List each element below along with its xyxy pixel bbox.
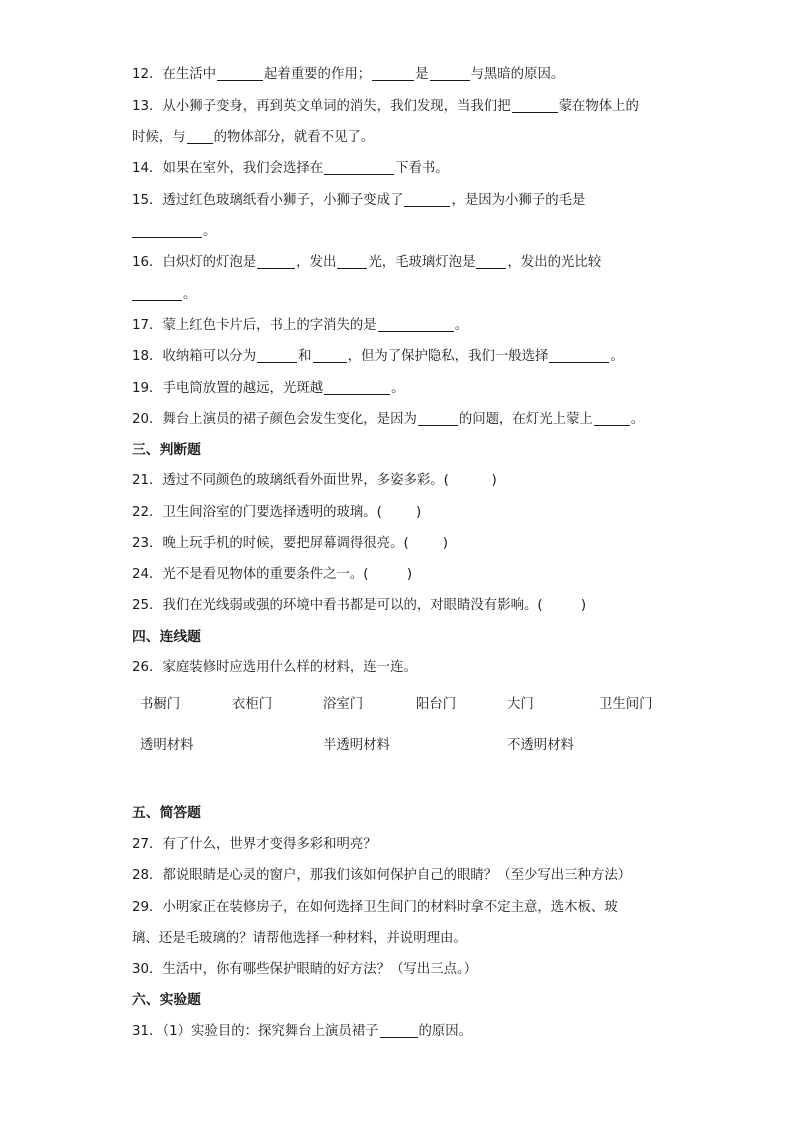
answer-paren[interactable] bbox=[543, 597, 581, 615]
question-number: 18． bbox=[132, 349, 163, 364]
question-21: 21．透过不同颜色的玻璃纸看外面世界，多姿多彩。( ) bbox=[132, 473, 497, 488]
question-number: 31． bbox=[132, 1024, 163, 1039]
question-12: 12．在生活中 起着重要的作用； 是 与黑暗的原因。 bbox=[132, 67, 565, 82]
question-23: 23．晚上玩手机的时候，要把屏幕调得很亮。( ) bbox=[132, 536, 448, 551]
answer-paren[interactable] bbox=[409, 535, 443, 553]
question-number: 25． bbox=[132, 598, 163, 613]
question-number: 27． bbox=[132, 837, 163, 852]
question-number: 29． bbox=[132, 900, 163, 915]
question-18: 18．收纳箱可以分为 和 ，但为了保护隐私，我们一般选择 。 bbox=[132, 349, 624, 364]
question-number: 19． bbox=[132, 381, 163, 396]
question-number: 21． bbox=[132, 473, 163, 488]
question-number: 30． bbox=[132, 962, 163, 977]
answer-blank[interactable] bbox=[418, 411, 458, 426]
question-26: 26．家庭装修时应选用什么样的材料，连一连。 bbox=[132, 660, 417, 675]
answer-blank[interactable] bbox=[512, 98, 558, 113]
answer-blank[interactable] bbox=[372, 66, 414, 81]
question-number: 12． bbox=[132, 67, 163, 82]
question-number: 16． bbox=[132, 255, 163, 270]
answer-paren[interactable] bbox=[369, 566, 407, 584]
question-number: 20． bbox=[132, 412, 163, 427]
section-heading-judgement: 三、判断题 bbox=[132, 442, 201, 458]
door-option[interactable]: 卫生间门 bbox=[599, 697, 653, 712]
answer-paren[interactable] bbox=[382, 504, 416, 522]
question-27: 27．有了什么，世界才变得多彩和明亮？ bbox=[132, 837, 377, 852]
answer-blank[interactable] bbox=[549, 348, 609, 363]
question-16: 16．白炽灯的灯泡是 ，发出 光，毛玻璃灯泡是 ，发出的光比较 bbox=[132, 255, 602, 270]
answer-paren[interactable] bbox=[449, 472, 492, 490]
answer-blank[interactable] bbox=[217, 66, 263, 81]
section-heading-experiment: 六、实验题 bbox=[132, 992, 201, 1008]
question-29-line-2: 璃、还是毛玻璃的？请帮他选择一种材料，并说明理由。 bbox=[132, 931, 467, 946]
answer-blank[interactable] bbox=[324, 160, 394, 175]
section-heading-matching: 四、连线题 bbox=[132, 629, 201, 645]
answer-blank[interactable] bbox=[430, 66, 470, 81]
door-option[interactable]: 书橱门 bbox=[140, 697, 181, 712]
question-13: 13．从小狮子变身，再到英文单词的消失，我们发现，当我们把 蒙在物体上的 bbox=[132, 99, 639, 114]
question-number: 28． bbox=[132, 868, 163, 883]
answer-blank[interactable] bbox=[132, 223, 202, 238]
answer-blank[interactable] bbox=[257, 348, 297, 363]
question-number: 23． bbox=[132, 536, 163, 551]
answer-blank[interactable] bbox=[378, 317, 454, 332]
door-option[interactable]: 大门 bbox=[507, 697, 534, 712]
answer-blank[interactable] bbox=[380, 1023, 418, 1038]
question-28: 28．都说眼睛是心灵的窗户，那我们该如何保护自己的眼睛？（至少写出三种方法） bbox=[132, 868, 632, 883]
question-13-line-2: 时候，与 的物体部分，就看不见了。 bbox=[132, 130, 375, 145]
answer-blank[interactable] bbox=[132, 286, 182, 301]
answer-blank[interactable] bbox=[476, 254, 506, 269]
question-20: 20．舞台上演员的裙子颜色会发生变化，是因为 的问题，在灯光上蒙上 。 bbox=[132, 412, 645, 427]
question-17: 17．蒙上红色卡片后，书上的字消失的是 。 bbox=[132, 318, 469, 333]
question-15-line-2: 。 bbox=[132, 223, 672, 241]
question-number: 14． bbox=[132, 161, 163, 176]
material-option[interactable]: 透明材料 bbox=[140, 738, 194, 753]
question-number: 24． bbox=[132, 567, 163, 582]
question-number: 26． bbox=[132, 660, 163, 675]
question-30: 30．生活中，你有哪些保护眼睛的好方法？（写出三点。） bbox=[132, 962, 478, 977]
question-31: 31．（1）实验目的：探究舞台上演员裙子 的原因。 bbox=[132, 1024, 473, 1039]
question-22: 22．卫生间浴室的门要选择透明的玻璃。( ) bbox=[132, 505, 422, 520]
section-heading-short-answer: 五、简答题 bbox=[132, 805, 201, 821]
answer-blank[interactable] bbox=[337, 254, 367, 269]
answer-blank[interactable] bbox=[404, 192, 450, 207]
material-option[interactable]: 不透明材料 bbox=[507, 738, 574, 753]
question-15: 15．透过红色玻璃纸看小狮子，小狮子变成了 ，是因为小狮子的毛是 bbox=[132, 193, 586, 208]
answer-blank[interactable] bbox=[257, 254, 295, 269]
answer-blank[interactable] bbox=[313, 348, 347, 363]
question-number: 22． bbox=[132, 505, 163, 520]
answer-blank[interactable] bbox=[187, 129, 213, 144]
question-19: 19．手电筒放置的越远，光斑越 。 bbox=[132, 381, 405, 396]
door-option[interactable]: 阳台门 bbox=[416, 697, 457, 712]
question-14: 14．如果在室外，我们会选择在 下看书。 bbox=[132, 161, 449, 176]
answer-blank[interactable] bbox=[324, 380, 390, 395]
question-16-line-2: 。 bbox=[132, 286, 672, 304]
question-number: 15． bbox=[132, 193, 163, 208]
question-number: 17． bbox=[132, 318, 163, 333]
question-number: 13． bbox=[132, 99, 163, 114]
answer-blank[interactable] bbox=[594, 411, 630, 426]
door-option[interactable]: 衣柜门 bbox=[232, 697, 273, 712]
door-option[interactable]: 浴室门 bbox=[323, 697, 364, 712]
question-24: 24．光不是看见物体的重要条件之一。( ) bbox=[132, 567, 413, 582]
material-option[interactable]: 半透明材料 bbox=[323, 738, 390, 753]
question-25: 25．我们在光线弱或强的环境中看书都是可以的，对眼睛没有影响。( ) bbox=[132, 598, 587, 613]
question-29: 29．小明家正在装修房子，在如何选择卫生间门的材料时拿不定主意，选木板、玻 bbox=[132, 900, 618, 915]
